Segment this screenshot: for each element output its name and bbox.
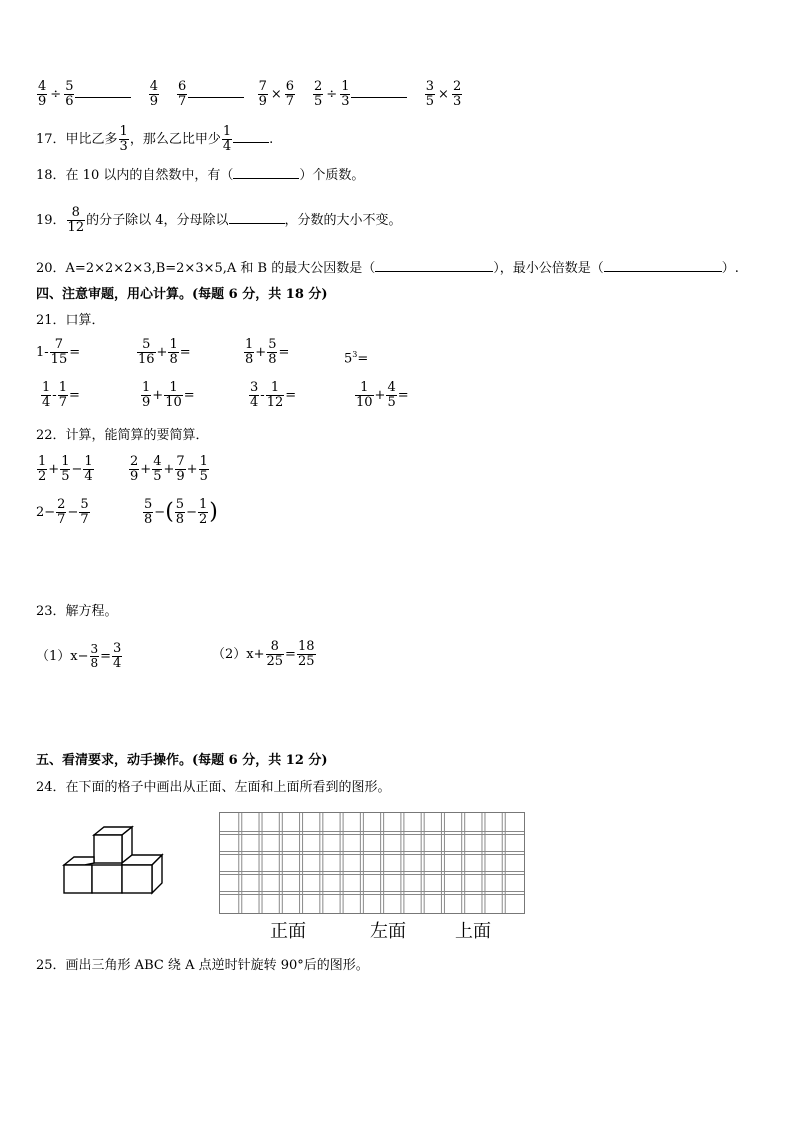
q22-expr-2: $\frac{2}{9}$ + $\frac{4}{5}$ + $\frac{7}{9}$ + $\frac{1}{5}$ [130, 454, 208, 484]
left-view-label: 左面 [370, 921, 406, 942]
fraction: $\frac{1}{4}$ [84, 454, 93, 484]
fraction: $\frac{1}{8}$ [169, 337, 178, 367]
question-17: 17．甲比乙多 $\frac{1}{3}$ ，那么乙比甲少 $\frac{1}{4}$ . [36, 124, 274, 154]
q21-row2-item3: $\frac{3}{4}$ - $\frac{1}{12}$ = [250, 380, 297, 410]
fraction: $\frac{1}{4}$ [222, 124, 232, 154]
fraction: $\frac{5}{6}$ [65, 79, 74, 109]
top-row-compare-2: $\frac{6}{7}$ $\frac{7}{9}$ × $\frac{6}{7}$ [178, 79, 295, 109]
fraction: $\frac{1}{10}$ [165, 380, 182, 410]
answer-blank[interactable] [75, 97, 131, 98]
question-23-title: 23．解方程。 [36, 604, 118, 619]
answer-blank[interactable] [188, 97, 244, 98]
top-row-compare-1: $\frac{4}{9}$ ÷ $\frac{5}{6}$ $\frac{4}{9}$ [38, 79, 159, 109]
cube-stack-figure [60, 825, 170, 897]
fraction: $\frac{1}{3}$ [119, 124, 128, 154]
question-21-title: 21．口算． [36, 313, 105, 328]
question-18: 18．在 10 以内的自然数中，有（ ）个质数。 [36, 168, 365, 183]
fraction: $\frac{1}{5}$ [61, 454, 70, 484]
question-24-title: 24．在下面的格子中画出从正面、左面和上面所看到的图形。 [36, 780, 391, 795]
q22-expr-3: 2− $\frac{2}{7}$ − $\frac{5}{7}$ [36, 497, 89, 527]
q22-expr-1: $\frac{1}{2}$ + $\frac{1}{5}$ − $\frac{1}{4}$ [38, 454, 93, 484]
fraction: $\frac{6}{7}$ [178, 79, 187, 109]
question-25-title: 25．画出三角形 ABC 绕 A 点逆时针旋转 90°后的图形。 [36, 958, 369, 973]
front-view-label: 正面 [270, 921, 306, 942]
fraction: $\frac{3}{4}$ [250, 380, 259, 410]
q23-part-1: （1）x− $\frac{3}{8}$ = $\frac{3}{4}$ [36, 641, 122, 671]
q23-part-2: （2）x+ $\frac{8}{25}$ = $\frac{18}{25}$ [212, 639, 315, 669]
fraction: $\frac{1}{5}$ [199, 454, 208, 484]
q21-row2-item2: $\frac{1}{9}$ + $\frac{1}{10}$ = [142, 380, 195, 410]
fraction: $\frac{2}{7}$ [57, 497, 66, 527]
q22-expr-4: $\frac{5}{8}$ −( $\frac{5}{8}$ − $\frac{1}{2}$ ) [144, 497, 218, 527]
q21-row1-item1: 1- $\frac{7}{15}$ = [36, 337, 81, 367]
q21-row2-item1: $\frac{1}{4}$ - $\frac{1}{7}$ = [42, 380, 80, 410]
fraction: $\frac{18}{25}$ [297, 639, 315, 669]
fraction: $\frac{4}{9}$ [149, 79, 159, 109]
fraction: $\frac{5}{7}$ [80, 497, 89, 527]
answer-blank[interactable] [604, 271, 722, 272]
fraction: $\frac{2}{9}$ [130, 454, 139, 484]
fraction: $\frac{3}{8}$ [90, 642, 99, 670]
section-5-heading: 五、看清要求，动手操作。(每题 6 分，共 12 分) [36, 753, 328, 768]
q21-row1-item2: $\frac{5}{16}$ + $\frac{1}{8}$ = [138, 337, 191, 367]
fraction: $\frac{1}{2}$ [38, 454, 47, 484]
fraction: $\frac{8}{12}$ [67, 205, 85, 235]
fraction: $\frac{7}{9}$ [176, 454, 185, 484]
fraction: $\frac{5}{8}$ [144, 497, 153, 527]
top-view-label: 上面 [455, 921, 491, 942]
fraction: $\frac{1}{9}$ [142, 380, 151, 410]
fraction: $\frac{3}{4}$ [113, 641, 122, 671]
fraction: $\frac{1}{12}$ [266, 380, 284, 410]
fraction: $\frac{6}{7}$ [285, 79, 295, 109]
top-row-compare-3: $\frac{2}{5}$ ÷ $\frac{1}{3}$ $\frac{3}{5}$ × $\frac{2}{3}$ [314, 79, 462, 109]
fraction: $\frac{1}{7}$ [58, 380, 67, 410]
fraction: $\frac{5}{8}$ [175, 497, 185, 527]
fraction: $\frac{1}{10}$ [356, 380, 373, 410]
drawing-grid[interactable] [219, 812, 525, 914]
fraction: $\frac{5}{8}$ [268, 337, 277, 367]
answer-blank[interactable] [233, 142, 269, 143]
q21-row1-item4: $5^3=$ [344, 350, 369, 367]
q21-row1-item3: $\frac{1}{8}$ + $\frac{5}{8}$ = [245, 337, 290, 367]
question-20: 20．A=2×2×2×3,B=2×3×5,A 和 B 的最大公因数是（ ），最小公倍数是（ ）. [36, 261, 739, 276]
fraction: $\frac{4}{9}$ [38, 79, 47, 109]
fraction: $\frac{5}{16}$ [138, 337, 155, 367]
q21-row2-item4: $\frac{1}{10}$ + $\frac{4}{5}$ = [356, 380, 409, 410]
fraction: $\frac{7}{9}$ [258, 79, 267, 109]
question-19: 19． $\frac{8}{12}$ 的分子除以 4，分母除以 ，分数的大小不变。 [36, 205, 402, 235]
fraction: $\frac{1}{2}$ [198, 497, 208, 527]
fraction: $\frac{8}{25}$ [266, 639, 284, 669]
answer-blank[interactable] [375, 271, 493, 272]
fraction: $\frac{2}{5}$ [314, 79, 323, 109]
fraction: $\frac{1}{8}$ [245, 337, 254, 367]
section-4-heading: 四、注意审题，用心计算。(每题 6 分，共 18 分) [36, 287, 328, 302]
fraction: $\frac{7}{15}$ [50, 337, 68, 367]
question-22-title: 22．计算，能简算的要简算． [36, 428, 209, 443]
fraction: $\frac{2}{3}$ [452, 79, 462, 109]
fraction: $\frac{4}{5}$ [153, 454, 162, 484]
answer-blank[interactable] [233, 178, 299, 179]
fraction: $\frac{1}{4}$ [42, 380, 51, 410]
fraction: $\frac{4}{5}$ [387, 380, 396, 410]
fraction: $\frac{3}{5}$ [425, 79, 435, 109]
answer-blank[interactable] [351, 97, 407, 98]
answer-blank[interactable] [229, 223, 285, 224]
fraction: $\frac{1}{3}$ [341, 79, 350, 109]
